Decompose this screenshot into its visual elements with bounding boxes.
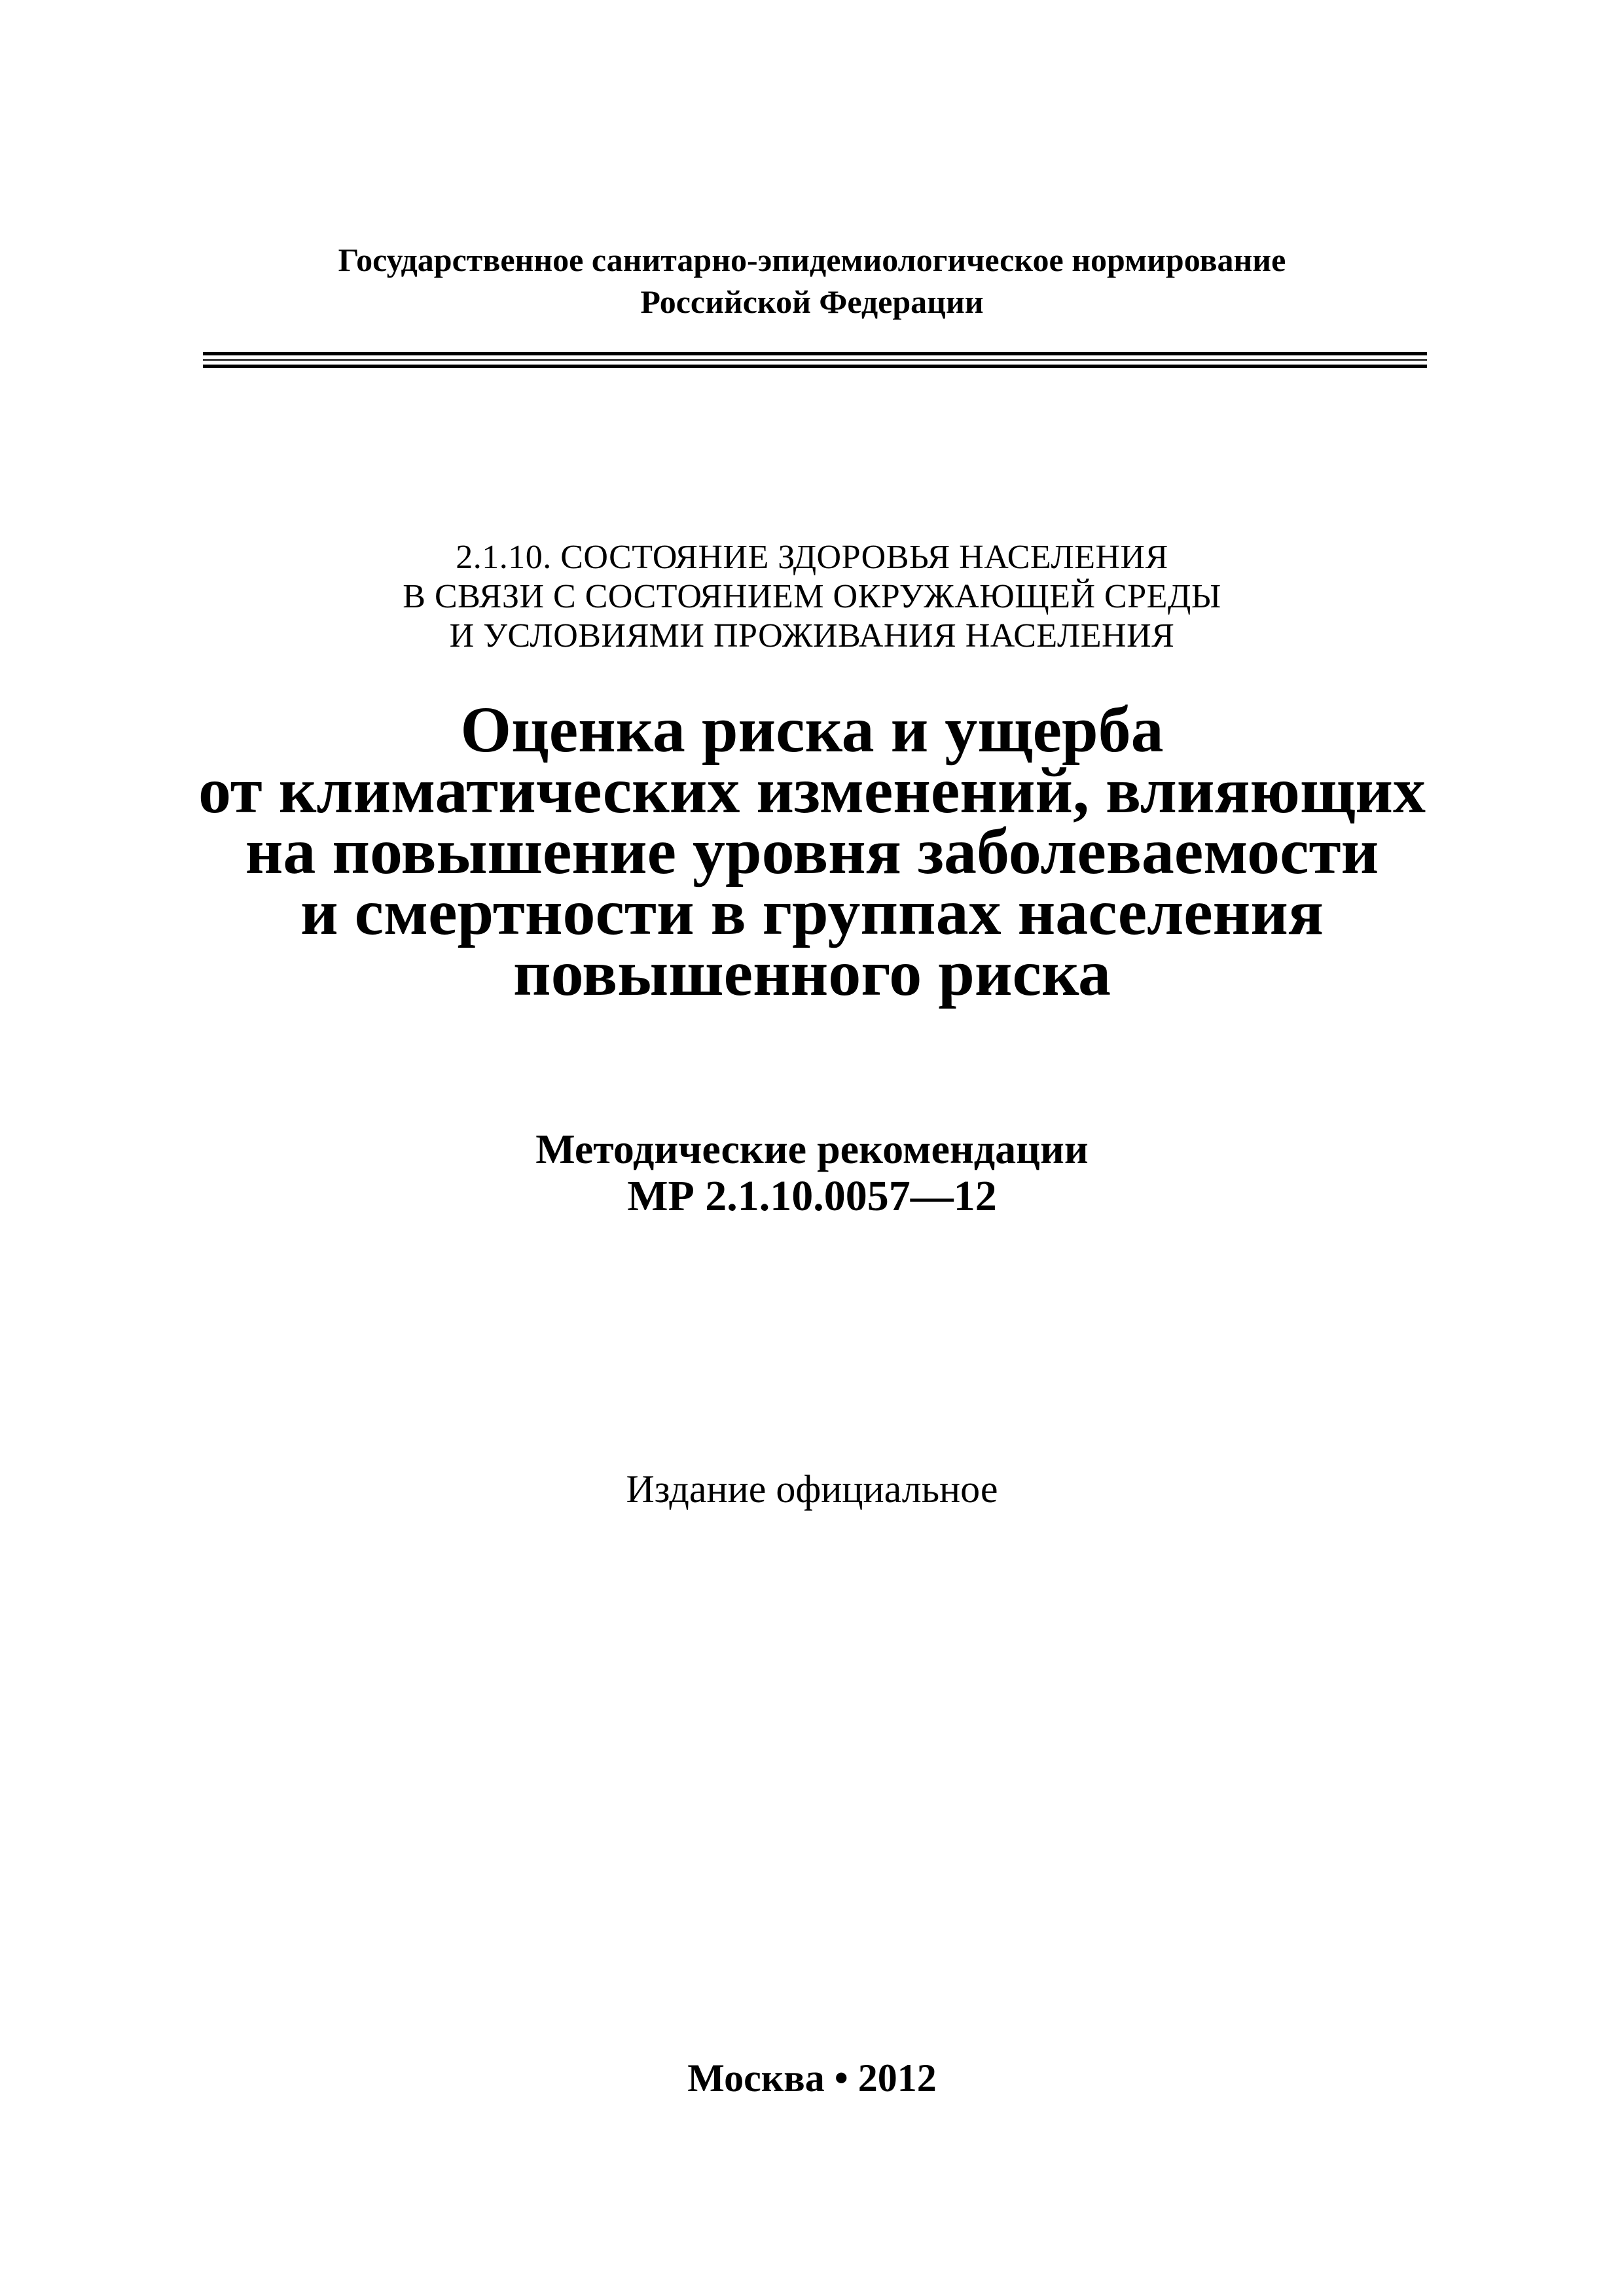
header-divider-thin [203,359,1427,361]
document-type: Методические рекомендации [535,1126,1089,1172]
title-line-1: Оценка риска и ущерба [460,693,1164,766]
imprint [0,2055,1624,2101]
document-number: МР 2.1.10.0057—12 [627,1172,997,1220]
edition-label: Издание официальное [626,1467,998,1511]
section-line-1: 2.1.10. СОСТОЯНИЕ ЗДОРОВЬЯ НАСЕЛЕНИЯ [456,539,1168,576]
imprint-separator: • [834,2056,848,2100]
imprint-city: Москва [687,2056,825,2100]
section-heading [0,538,1624,656]
header-divider-thick-bottom [203,365,1427,368]
title-line-5: повышенного риска [513,937,1111,1009]
header-line-2: Российской Федерации [640,283,984,320]
section-line-3: И УСЛОВИЯМИ ПРОЖИВАНИЯ НАСЕЛЕНИЯ [449,617,1175,655]
publisher-header [0,239,1624,323]
title-line-2: от климатических изменений, влияющих [198,754,1426,827]
imprint-year: 2012 [857,2056,937,2100]
header-divider-thick-top [203,352,1427,355]
title-line-3: на повышение уровня заболеваемости [245,815,1379,888]
title-line-4: и смертности в группах населения [300,876,1324,948]
section-line-2: В СВЯЗИ С СОСТОЯНИЕМ ОКРУЖАЮЩЕЙ СРЕДЫ [403,578,1221,615]
document-title [0,693,1624,1009]
header-line-1: Государственное санитарно-эпидемиологическое нормирование [338,242,1286,278]
